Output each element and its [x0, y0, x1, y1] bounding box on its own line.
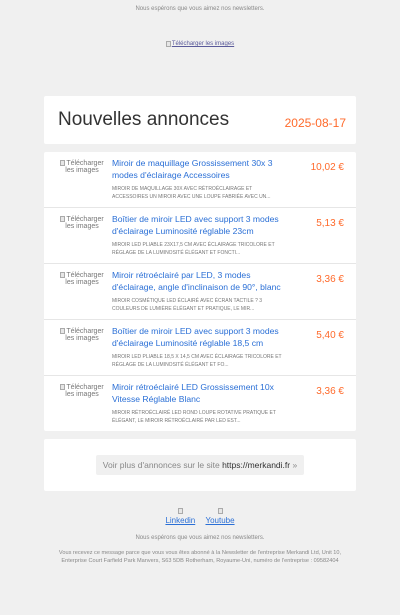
item-title-link[interactable]: Boîtier de miroir LED avec support 3 modes d'éclairage Luminosité réglable 18,5 cm [112, 326, 279, 348]
list-item [44, 264, 356, 320]
item-price: 5,40 € [316, 330, 344, 341]
item-title-link[interactable]: Miroir de maquillage Grossissement 30x 3 modes d'éclairage Accessoires [112, 158, 273, 180]
logo-image-link[interactable] [166, 41, 234, 47]
item-title-link[interactable]: Miroir rétroéclairé par LED, 3 modes d'éclairage, angle d'inclinaison de 90°, blanc [112, 270, 281, 292]
item-thumbnail[interactable] [58, 270, 106, 313]
more-card [44, 439, 356, 491]
listing-list [44, 152, 356, 431]
top-note: Nous espérons que vous aimez nos newsletters. [135, 6, 265, 12]
item-description: MIROIR DE MAQUILLAGE 30X AVEC RÉTROÉCLAIRAGE ET ACCESSOIRES UN MIROIR AVEC UNE LOUPE FABRIÉE AVEC UN... [112, 186, 271, 200]
youtube-label: Youtube [205, 516, 235, 525]
header-card [44, 96, 356, 144]
logo-area [0, 24, 400, 76]
item-thumbnail[interactable] [58, 382, 106, 425]
item-thumbnail[interactable] [58, 158, 106, 201]
item-title-link[interactable]: Boîtier de miroir LED avec support 3 modes d'éclairage Luminosité réglable 23cm [112, 214, 279, 236]
page-title: Nouvelles annonces [58, 109, 230, 130]
list-item [44, 208, 356, 264]
thumbnail-alt-text: Télécharger les images [65, 160, 104, 174]
youtube-icon [218, 508, 223, 514]
see-more-label: Voir plus d'annonces sur le site [102, 460, 220, 470]
linkedin-icon [178, 508, 183, 514]
see-more-button[interactable] [96, 455, 304, 475]
item-price: 3,36 € [316, 274, 344, 285]
item-description: MIROIR LED PLIABLE 18,5 X 14,5 CM AVEC ÉCLAIRAGE TRICOLORE ET RÉGLAGE DE LA LUMINOSITÉ ÉLÉGANT ET FO... [112, 354, 282, 368]
item-description: MIROIR RÉTROÉCLAIRÉ LED ROND LOUPE ROTATIVE PRATIQUE ET ÉLÉGANT, LE MIROIR RÉTROÉCLAIRÉ PAR LED EST... [112, 410, 276, 424]
broken-image-icon [60, 216, 65, 222]
list-item [44, 320, 356, 376]
thumbnail-alt-text: Télécharger les images [65, 216, 104, 230]
broken-image-icon [60, 384, 65, 390]
footer-note: Nous espérons que vous aimez nos newsletters. [135, 535, 265, 541]
logo-alt-text: Télécharger les images [171, 41, 235, 47]
item-description: MIROIR COSMÉTIQUE LED ÉCLAIRÉ AVEC ÉCRAN TACTILE ? 3 COULEURS DE LUMIÈRE ÉLÉGANT ET PRATIQUE, LE MIR... [112, 298, 263, 312]
thumbnail-alt-text: Télécharger les images [65, 384, 104, 398]
broken-image-icon [166, 41, 171, 47]
linkedin-link[interactable] [165, 507, 195, 525]
list-item [44, 152, 356, 208]
legal-text: Vous recevez ce message parce que vous vous êtes abonné à la Newsletter de l'entreprise Merkandi Ltd, Unit 10, Enterprise Court Farfield Park Manvers, S63 5DB Rotherham, Royaume-Uni, numéro de l'entreprise : 09582404 [58, 550, 342, 564]
thumbnail-alt-text: Télécharger les images [65, 272, 104, 286]
list-item [44, 376, 356, 431]
item-description: MIROIR LED PLIABLE 23X17,5 CM AVEC ÉCLAIRAGE TRICOLORE ET RÉGLAGE DE LA LUMINOSITÉ ÉLÉGANT ET FONCTI... [112, 242, 275, 256]
broken-image-icon [60, 272, 65, 278]
youtube-link[interactable] [205, 507, 234, 525]
item-title-link[interactable]: Miroir rétroéclairé LED Grossissement 10x Vitesse Réglable Blanc [112, 382, 274, 404]
item-thumbnail[interactable] [58, 326, 106, 369]
see-more-arrow: » [292, 460, 298, 470]
item-price: 3,36 € [316, 386, 344, 397]
social-links [0, 507, 400, 525]
item-price: 5,13 € [316, 218, 344, 229]
broken-image-icon [60, 328, 65, 334]
broken-image-icon [60, 160, 65, 166]
newsletter-date: 2025-08-17 [284, 116, 346, 130]
thumbnail-alt-text: Télécharger les images [65, 328, 104, 342]
see-more-url: https://merkandi.fr [222, 460, 291, 470]
linkedin-label: Linkedin [165, 516, 196, 525]
item-thumbnail[interactable] [58, 214, 106, 257]
item-price: 10,02 € [310, 162, 344, 173]
